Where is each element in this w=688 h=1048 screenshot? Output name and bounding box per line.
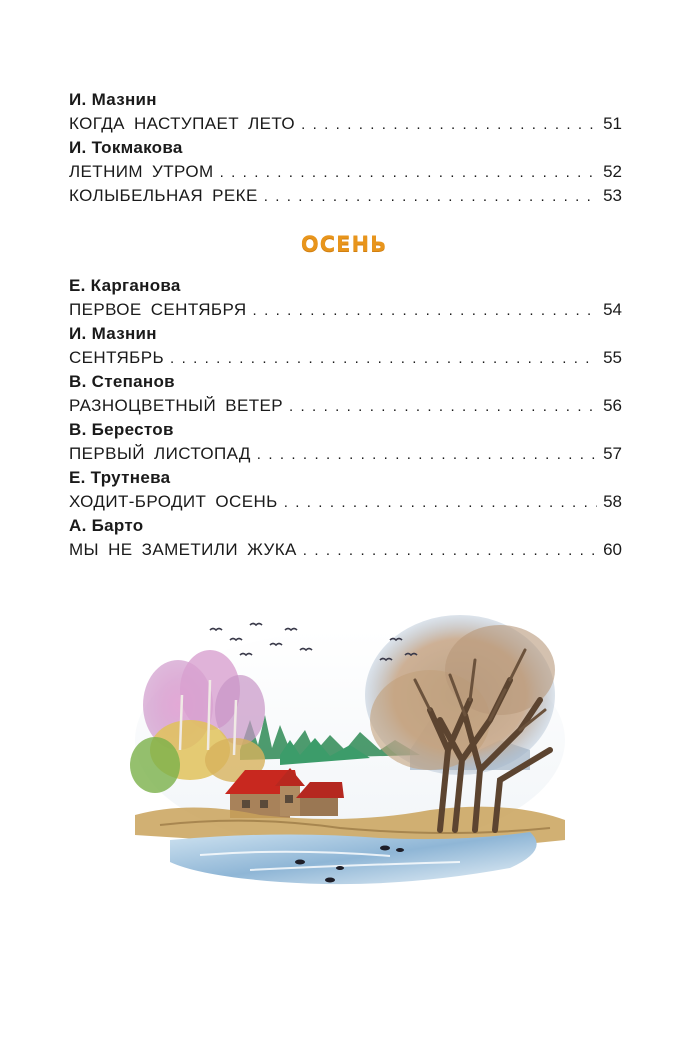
toc-entry[interactable] [69,184,622,208]
toc-entry[interactable] [69,442,622,466]
page-number: 60 [603,540,622,559]
toc-entry[interactable] [69,298,622,322]
page-number: 56 [603,396,622,415]
dot-leader [253,299,598,323]
author-name: В. Степанов [69,372,175,391]
entry-title: ХОДИТ-БРОДИТ ОСЕНЬ [69,492,278,511]
dot-leader [289,395,597,419]
toc-entry[interactable] [69,112,622,136]
entry-title: РАЗНОЦВЕТНЫЙ ВЕТЕР [69,396,283,415]
toc-entry[interactable] [69,538,622,562]
entry-title: СЕНТЯБРЬ [69,348,165,367]
entry-title: МЫ НЕ ЗАМЕТИЛИ ЖУКА [69,540,297,559]
toc-block-summer [69,88,622,208]
dot-leader [303,539,597,563]
author-name: И. Токмакова [69,138,183,157]
toc-block-autumn [69,274,622,562]
dot-leader [264,185,597,209]
page-number: 52 [603,162,622,181]
entry-title: КОГДА НАСТУПАЕТ ЛЕТО [69,114,296,133]
author-name: В. Берестов [69,420,174,439]
author-name: Е. Трутнева [69,468,171,487]
author-name: И. Мазнин [69,324,157,343]
section-title: ОСЕНЬ [300,232,388,256]
entry-title: КОЛЫБЕЛЬНАЯ РЕКЕ [69,186,258,205]
dot-leader [170,347,597,371]
autumn-landscape-illustration [130,600,570,900]
dot-leader [301,113,597,137]
dot-leader [284,491,597,515]
river [170,832,537,884]
dot-leader [220,161,597,185]
page-number: 57 [603,444,622,463]
author-name: Е. Карганова [69,276,181,295]
page-number: 58 [603,492,622,511]
entry-title: ПЕРВЫЙ ЛИСТОПАД [69,444,251,463]
author-name: А. Барто [69,516,144,535]
entry-title: ПЕРВОЕ СЕНТЯБРЯ [69,300,247,319]
page-number: 54 [603,300,622,319]
toc-entry[interactable] [69,346,622,370]
dot-leader [257,443,597,467]
page-number: 55 [603,348,622,367]
page-number: 51 [603,114,622,133]
toc-entry[interactable] [69,490,622,514]
toc-entry[interactable] [69,160,622,184]
toc-entry[interactable] [69,394,622,418]
author-name: И. Мазнин [69,90,157,109]
page-number: 53 [603,186,622,205]
entry-title: ЛЕТНИМ УТРОМ [69,162,214,181]
